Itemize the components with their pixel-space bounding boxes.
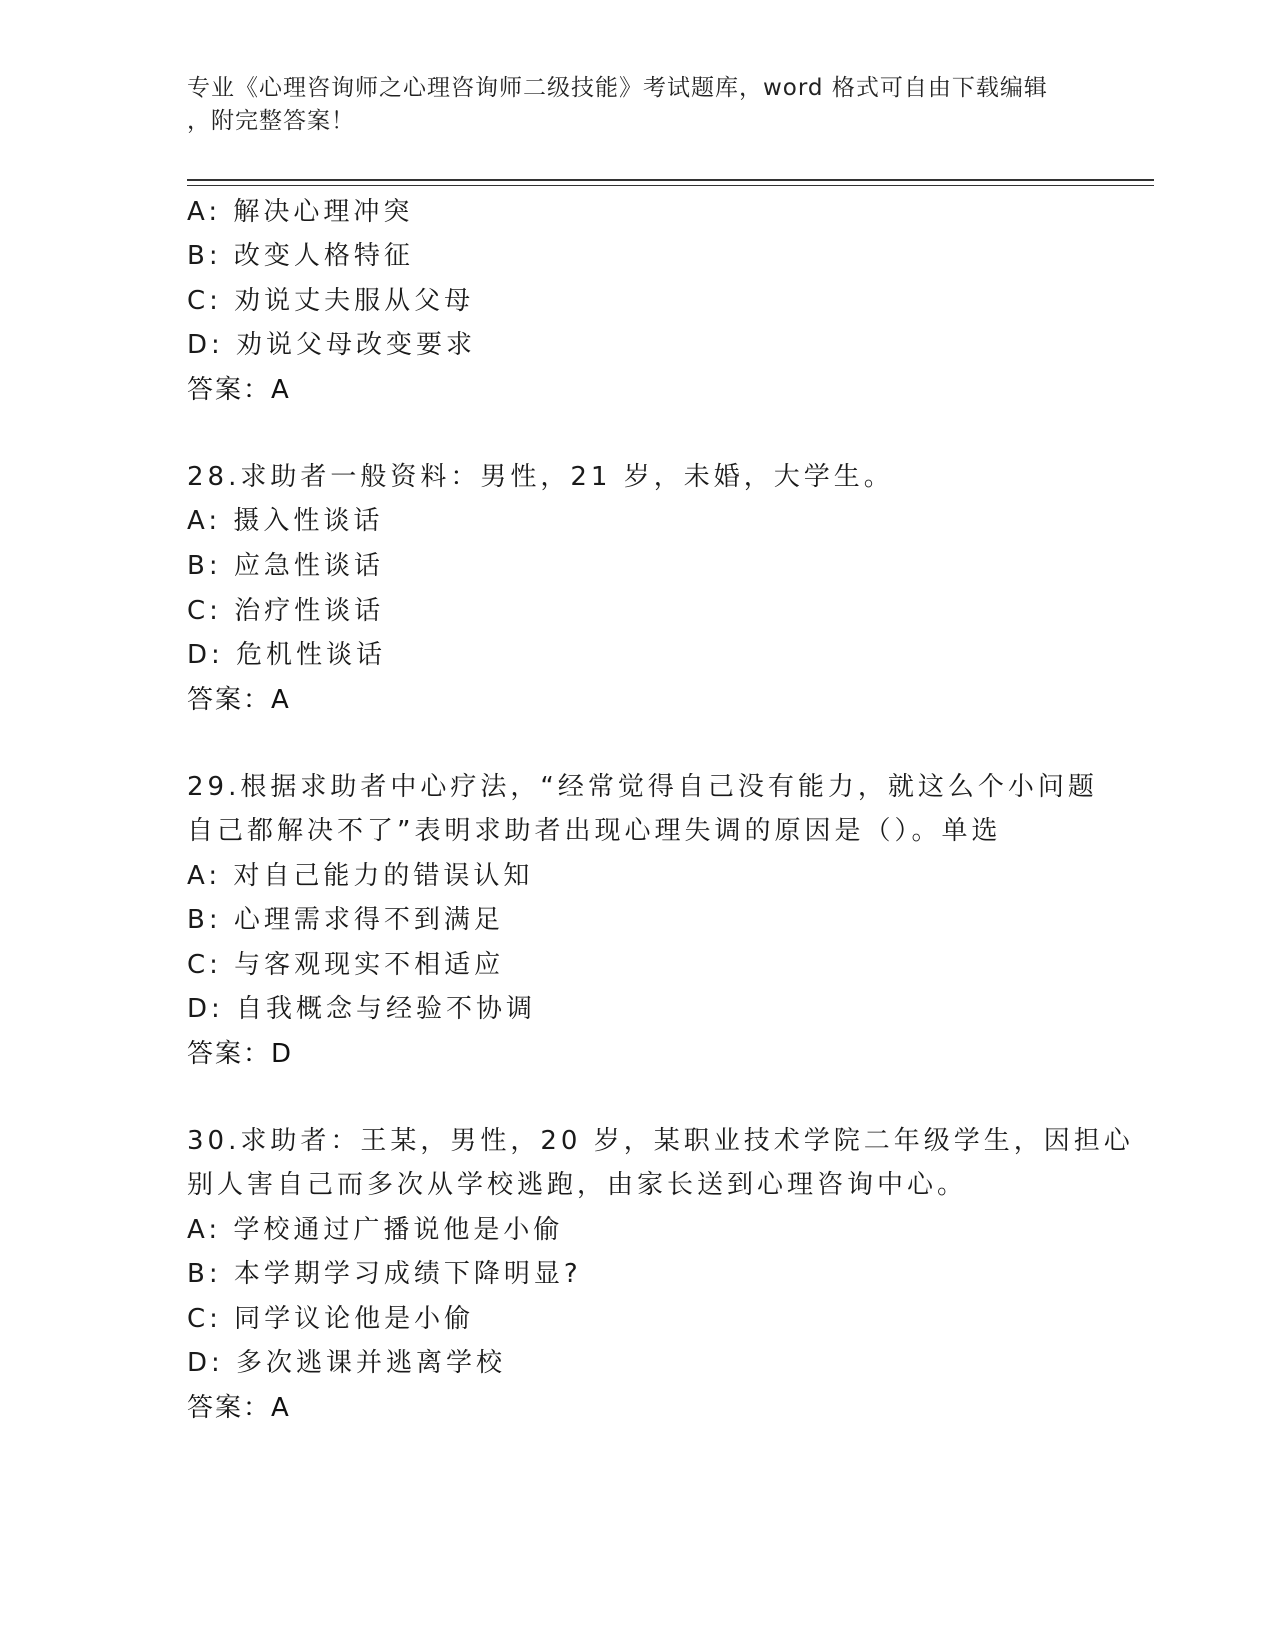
q27-option-d: D: 劝说父母改变要求 xyxy=(187,330,477,360)
q29-stem-line-1: 29.根据求助者中心疗法，“经常觉得自己没有能力，就这么个小问题 xyxy=(187,772,1098,802)
q30-answer: 答案：A xyxy=(187,1393,291,1423)
q30-option-a: A: 学校通过广播说他是小偷 xyxy=(187,1215,564,1245)
q28-stem: 28.求助者一般资料：男性，21 岁，未婚，大学生。 xyxy=(187,462,894,492)
q29-stem-line-2: 自己都解决不了”表明求助者出现心理失调的原因是（）。单选 xyxy=(187,816,1002,846)
q28-answer: 答案：A xyxy=(187,685,291,715)
q30-option-d: D: 多次逃课并逃离学校 xyxy=(187,1348,507,1378)
document-header xyxy=(187,72,1067,138)
q30-stem-line-1: 30.求助者：王某，男性，20 岁，某职业技术学院二年级学生，因担心 xyxy=(187,1126,1134,1156)
q29-option-d: D: 自我概念与经验不协调 xyxy=(187,994,537,1024)
q27-option-a: A: 解决心理冲突 xyxy=(187,197,414,227)
header-divider-bottom xyxy=(187,185,1154,186)
q27-option-b: B: 改变人格特征 xyxy=(187,241,414,271)
q27-answer: 答案：A xyxy=(187,375,291,405)
q28-option-c: C: 治疗性谈话 xyxy=(187,596,385,626)
q29-option-b: B: 心理需求得不到满足 xyxy=(187,905,504,935)
header-divider-top xyxy=(187,179,1154,181)
q30-stem-line-2: 别人害自己而多次从学校逃跑，由家长送到心理咨询中心。 xyxy=(187,1170,968,1200)
q29-answer: 答案：D xyxy=(187,1039,294,1069)
q30-option-c: C: 同学议论他是小偷 xyxy=(187,1304,475,1334)
q28-option-b: B: 应急性谈话 xyxy=(187,551,384,581)
q30-option-b: B: 本学期学习成绩下降明显? xyxy=(187,1259,582,1289)
q29-option-a: A: 对自己能力的错误认知 xyxy=(187,861,534,891)
q28-option-d: D: 危机性谈话 xyxy=(187,640,387,670)
q27-option-c: C: 劝说丈夫服从父母 xyxy=(187,286,475,316)
q28-option-a: A: 摄入性谈话 xyxy=(187,506,384,536)
q29-option-c: C: 与客观现实不相适应 xyxy=(187,950,505,980)
header-line-1: 专业《心理咨询师之心理咨询师二级技能》考试题库，word 格式可自由下载编辑 xyxy=(187,75,1048,101)
header-line-2: ，附完整答案！ xyxy=(187,108,355,134)
